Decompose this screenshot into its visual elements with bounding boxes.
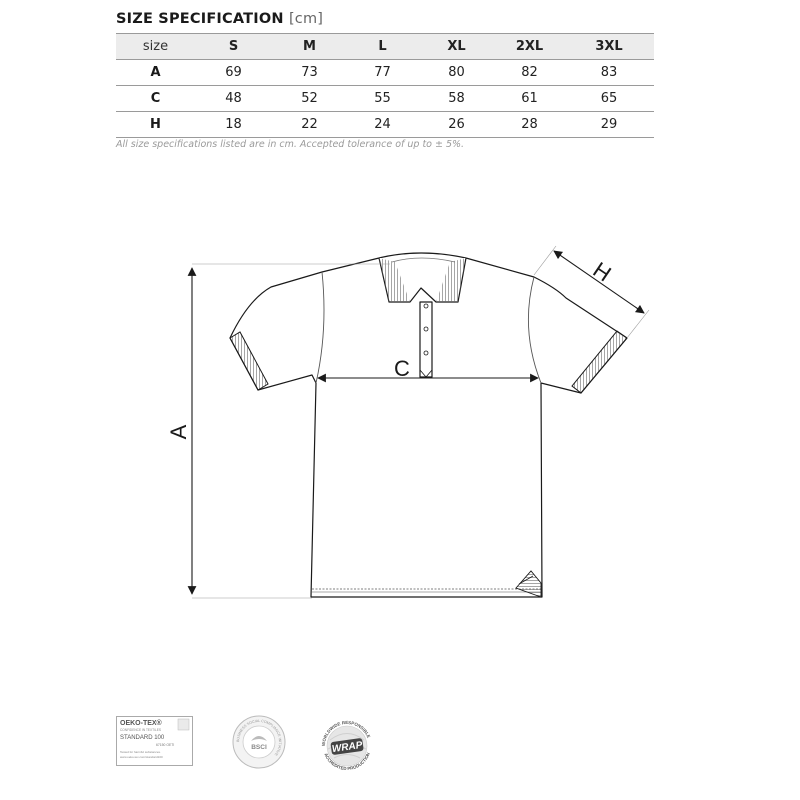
measurement-a — [192, 264, 390, 598]
header-size-l: L — [347, 34, 418, 60]
svg-text:BUSINESS SOCIAL COMPLIANCE INI: BUSINESS SOCIAL COMPLIANCE INITIATIVE — [235, 718, 283, 757]
table-cell: 69 — [195, 60, 272, 86]
button-icon — [424, 351, 428, 355]
left-cuff — [230, 332, 268, 390]
svg-text:OEKO-TEX®: OEKO-TEX® — [120, 720, 162, 727]
header-size-s: S — [195, 34, 272, 60]
svg-text:Tested for harmful substances.: Tested for harmful substances. — [120, 750, 161, 754]
svg-text:ACCREDITED PRODUCTION: ACCREDITED PRODUCTION — [323, 751, 371, 772]
table-cell: 73 — [272, 60, 347, 86]
table-cell: 80 — [418, 60, 495, 86]
table-cell: 65 — [564, 86, 654, 112]
row-label-a: A — [116, 60, 195, 86]
header-size-label: size — [116, 34, 195, 60]
label-a: A — [166, 424, 191, 440]
button-icon — [424, 327, 428, 331]
svg-text:BSCI: BSCI — [251, 744, 267, 751]
table-cell: 29 — [564, 112, 654, 138]
label-h: H — [588, 256, 616, 287]
header-size-3xl: 3XL — [564, 34, 654, 60]
button-icon — [424, 304, 428, 308]
table-cell: 26 — [418, 112, 495, 138]
spec-unit: [cm] — [288, 11, 324, 27]
table-cell: 55 — [347, 86, 418, 112]
table-cell: 82 — [495, 60, 564, 86]
table-cell: 24 — [347, 112, 418, 138]
svg-text:67150 OETI: 67150 OETI — [156, 743, 175, 747]
right-cuff — [572, 331, 627, 393]
tolerance-note: All size specifications listed are in cm. Accepted tolerance of up to ± 5%. — [116, 139, 465, 150]
row-label-h: H — [116, 112, 195, 138]
table-cell: 58 — [418, 86, 495, 112]
table-cell: 48 — [195, 86, 272, 112]
svg-text:WRAP: WRAP — [331, 739, 364, 756]
table-cell: 61 — [495, 86, 564, 112]
table-cell: 83 — [564, 60, 654, 86]
spec-title-text: SIZE SPECIFICATION — [116, 11, 284, 27]
wrap-seal — [316, 715, 378, 777]
shirt-outline — [230, 253, 627, 597]
table-cell: 52 — [272, 86, 347, 112]
row-label-c: C — [116, 86, 195, 112]
table-cell: 77 — [347, 60, 418, 86]
table-cell: 28 — [495, 112, 564, 138]
svg-text:STANDARD 100: STANDARD 100 — [120, 735, 165, 741]
measurement-h — [534, 246, 649, 338]
header-size-xl: XL — [418, 34, 495, 60]
header-size-m: M — [272, 34, 347, 60]
svg-text:www.oeko-tex.com/standard100: www.oeko-tex.com/standard100 — [120, 755, 163, 759]
svg-text:CONFIDENCE IN TEXTILES: CONFIDENCE IN TEXTILES — [120, 728, 162, 732]
label-c: C — [394, 356, 410, 381]
table-cell: 22 — [272, 112, 347, 138]
oeko-tex-logo — [116, 716, 193, 766]
header-size-2xl: 2XL — [495, 34, 564, 60]
table-cell: 18 — [195, 112, 272, 138]
bsci-seal — [232, 715, 286, 769]
svg-text:WORLDWIDE RESPONSIBLE: WORLDWIDE RESPONSIBLE — [320, 719, 372, 747]
